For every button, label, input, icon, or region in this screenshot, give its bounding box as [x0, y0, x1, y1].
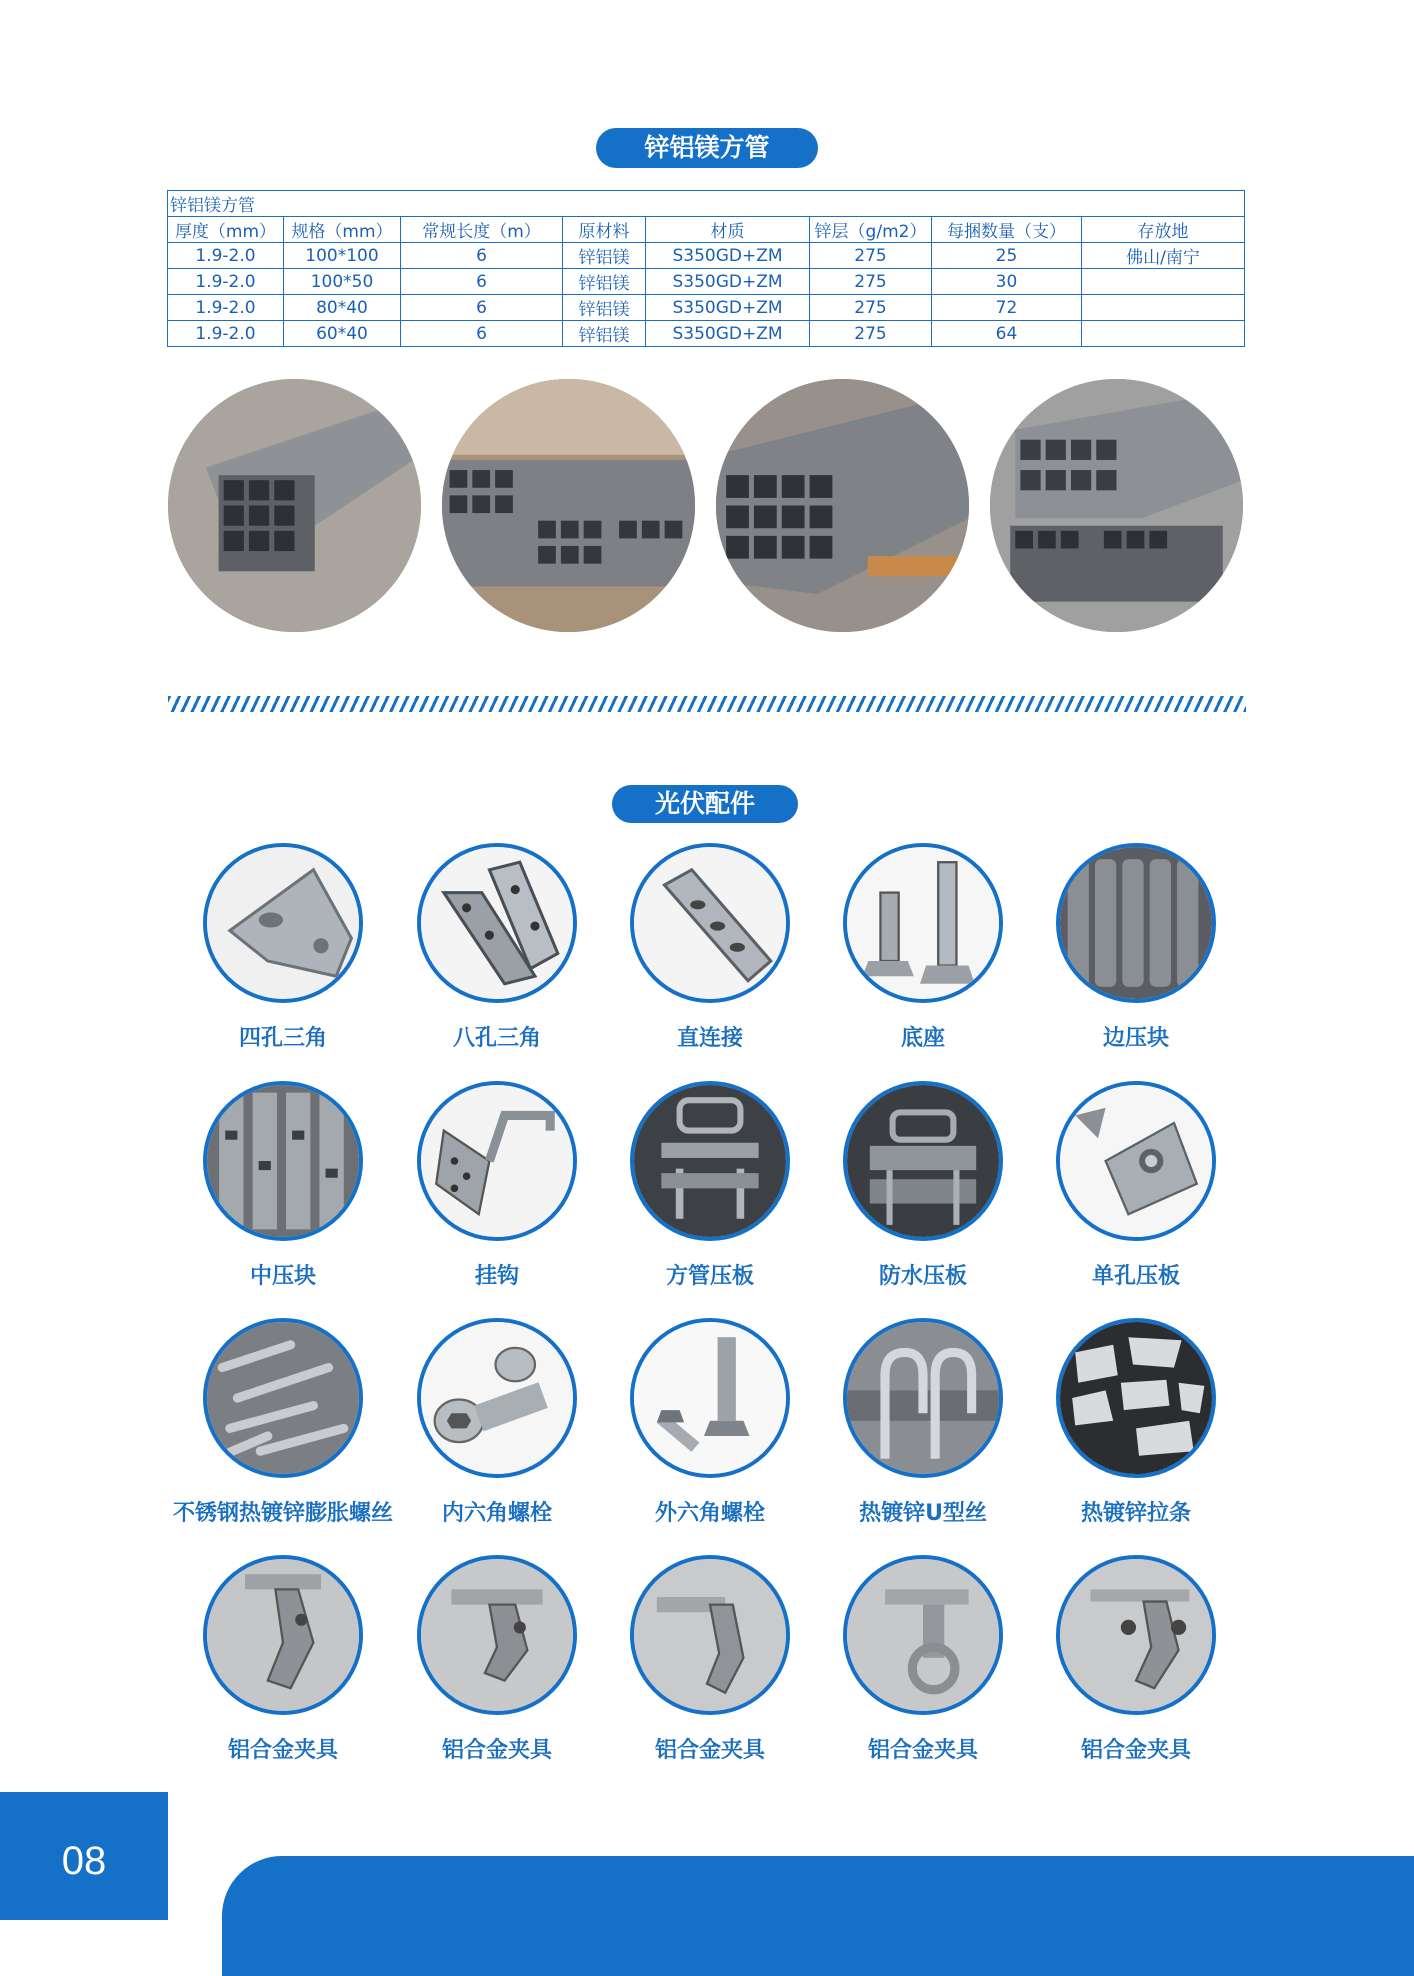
table-cell: 6 [401, 321, 563, 347]
accessory-item [1016, 843, 1256, 1052]
table-cell: 锌铝镁 [563, 295, 646, 321]
table-header: 每捆数量（支） [932, 217, 1082, 243]
accessory-item [377, 1318, 617, 1527]
middle-clamp-icon [203, 1081, 363, 1241]
table-header: 厚度（mm） [168, 217, 284, 243]
accessory-item [803, 1081, 1043, 1290]
table-header: 原材料 [563, 217, 646, 243]
accessory-item [163, 843, 403, 1052]
table-cell: S350GD+ZM [646, 295, 810, 321]
accessory-label: 单孔压板 [1091, 1264, 1180, 1289]
table-header-row [168, 217, 1245, 243]
table-cell: 1.9-2.0 [168, 321, 284, 347]
accessory-item [590, 1555, 830, 1764]
table-cell: 60*40 [284, 321, 401, 347]
square-tube-clamp-icon [630, 1081, 790, 1241]
section-title-pv-accessories: 光伏配件 [612, 785, 798, 823]
straight-connector-icon [630, 843, 790, 1003]
accessory-label: 边压块 [1102, 1026, 1169, 1051]
table-cell: 275 [810, 321, 932, 347]
accessory-item [1016, 1081, 1256, 1290]
accessory-item [590, 1318, 830, 1527]
aluminum-clamp-icon [417, 1555, 577, 1715]
aluminum-clamp-icon [630, 1555, 790, 1715]
table-cell: 80*40 [284, 295, 401, 321]
table-header: 存放地 [1082, 217, 1245, 243]
edge-clamp-icon [1056, 843, 1216, 1003]
table-cell [1082, 321, 1245, 347]
accessory-item [590, 843, 830, 1052]
accessory-label: 方管压板 [665, 1264, 754, 1289]
table-header: 锌层（g/m2） [810, 217, 932, 243]
accessory-label: 挂钩 [474, 1264, 519, 1289]
accessory-item [163, 1081, 403, 1290]
accessory-item [163, 1555, 403, 1764]
base-bracket-icon [843, 843, 1003, 1003]
table-caption-row [168, 191, 1245, 217]
u-bolt-icon [843, 1318, 1003, 1478]
table-cell: 275 [810, 243, 932, 269]
table-cell: 275 [810, 269, 932, 295]
page-number: 08 [0, 1792, 168, 1920]
roof-hook-icon [417, 1081, 577, 1241]
tie-rod-icon [1056, 1318, 1216, 1478]
four-hole-triangle-icon [203, 843, 363, 1003]
table-cell: S350GD+ZM [646, 243, 810, 269]
table-header: 常规长度（m） [401, 217, 563, 243]
expansion-bolt-icon [203, 1318, 363, 1478]
accessory-label: 热镀锌拉条 [1080, 1501, 1191, 1526]
accessory-item [377, 843, 617, 1052]
table-cell: 30 [932, 269, 1082, 295]
spec-table [167, 190, 1245, 347]
accessory-item [377, 1081, 617, 1290]
aluminum-clamp-icon [203, 1555, 363, 1715]
table-cell: S350GD+ZM [646, 269, 810, 295]
accessory-label: 铝合金夹具 [654, 1738, 765, 1763]
accessory-item [377, 1555, 617, 1764]
square-tube-photo [990, 379, 1243, 632]
square-tube-photo [716, 379, 969, 632]
table-cell [1082, 269, 1245, 295]
table-cell: 1.9-2.0 [168, 269, 284, 295]
table-cell: 100*50 [284, 269, 401, 295]
accessory-label: 铝合金夹具 [1080, 1738, 1191, 1763]
table-cell: 25 [932, 243, 1082, 269]
accessory-label: 四孔三角 [238, 1026, 327, 1051]
table-cell: 6 [401, 295, 563, 321]
table-row [168, 295, 1245, 321]
table-cell: 72 [932, 295, 1082, 321]
single-hole-clamp-icon [1056, 1081, 1216, 1241]
accessory-item [803, 1318, 1043, 1527]
aluminum-clamp-icon [1056, 1555, 1216, 1715]
table-cell: S350GD+ZM [646, 321, 810, 347]
table-cell: 64 [932, 321, 1082, 347]
footer-bar [222, 1856, 1414, 1976]
accessory-label: 八孔三角 [452, 1026, 541, 1051]
table-caption: 锌铝镁方管 [168, 191, 1245, 217]
accessory-label: 热镀锌U型丝 [859, 1501, 987, 1526]
table-cell: 1.9-2.0 [168, 295, 284, 321]
square-tube-photo [442, 379, 695, 632]
table-cell: 佛山/南宁 [1082, 243, 1245, 269]
accessory-item [803, 843, 1043, 1052]
accessory-item [1016, 1318, 1256, 1527]
table-cell: 锌铝镁 [563, 243, 646, 269]
accessory-label: 外六角螺栓 [654, 1501, 765, 1526]
accessory-label: 中压块 [249, 1264, 316, 1289]
accessory-label: 内六角螺栓 [441, 1501, 552, 1526]
eight-hole-triangle-icon [417, 843, 577, 1003]
accessory-label: 铝合金夹具 [867, 1738, 978, 1763]
accessory-label: 直连接 [676, 1026, 743, 1051]
table-cell: 6 [401, 269, 563, 295]
section-title-square-tube: 锌铝镁方管 [596, 128, 818, 168]
socket-head-bolt-icon [417, 1318, 577, 1478]
accessory-label: 防水压板 [878, 1264, 967, 1289]
waterproof-clamp-icon [843, 1081, 1003, 1241]
table-cell: 锌铝镁 [563, 269, 646, 295]
square-tube-photo [168, 379, 421, 632]
table-row [168, 243, 1245, 269]
aluminum-clamp-icon [843, 1555, 1003, 1715]
table-row [168, 321, 1245, 347]
accessory-label: 铝合金夹具 [227, 1738, 338, 1763]
accessory-item [803, 1555, 1043, 1764]
table-cell: 100*100 [284, 243, 401, 269]
accessory-item [1016, 1555, 1256, 1764]
divider [168, 696, 1246, 712]
table-cell: 1.9-2.0 [168, 243, 284, 269]
table-cell [1082, 295, 1245, 321]
table-cell: 275 [810, 295, 932, 321]
table-header: 材质 [646, 217, 810, 243]
table-row [168, 269, 1245, 295]
table-cell: 锌铝镁 [563, 321, 646, 347]
accessory-item [163, 1318, 403, 1527]
table-cell: 6 [401, 243, 563, 269]
table-header: 规格（mm） [284, 217, 401, 243]
accessory-label: 铝合金夹具 [441, 1738, 552, 1763]
accessory-label: 不锈钢热镀锌膨胀螺丝 [172, 1501, 393, 1526]
accessory-item [590, 1081, 830, 1290]
hex-bolt-icon [630, 1318, 790, 1478]
accessory-label: 底座 [900, 1026, 945, 1051]
